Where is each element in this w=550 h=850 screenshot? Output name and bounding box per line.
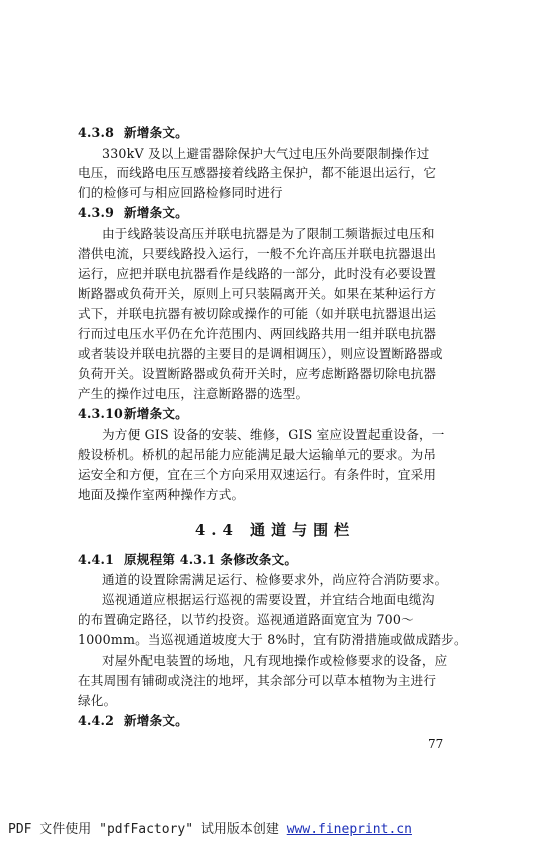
- section-number: 4.3.9: [78, 205, 115, 220]
- footer-link[interactable]: www.fineprint.cn: [286, 822, 412, 837]
- section-label: 新增条文。: [124, 713, 188, 728]
- section-heading-4-4: 4.4 通道与围栏: [194, 521, 356, 539]
- paragraph-line: 们的检修可与相应回路检修同时进行: [78, 185, 283, 200]
- paragraph-line: 在其周围有铺砌或浇注的地坪，其余部分可以草本植物为主进行: [78, 673, 437, 688]
- paragraph-line: 地面及操作室两种操作方式。: [78, 487, 245, 502]
- paragraph-line: 运安全和方便，宜在三个方向采用双速运行。有条件时，宜采用: [78, 467, 437, 482]
- paragraph-line: 负荷开关。设置断路器或负荷开关时，应考虑断路器切除电抗器: [78, 366, 437, 381]
- page-number: 77: [428, 737, 444, 751]
- section-4-3-9: [78, 205, 470, 221]
- pdf-footer: [8, 818, 548, 837]
- paragraph-line: 行而过电压水平仍在允许范围内、两回线路共用一组并联电抗器: [78, 326, 437, 341]
- paragraph-line: 巡视通道应根据运行巡视的需要设置，并宜结合地面电缆沟: [102, 592, 435, 607]
- section-4-3-8: [78, 125, 470, 141]
- section-number: 4.3.8: [78, 125, 115, 140]
- paragraph-line: 1000mm。当巡视通道坡度大于 8%时，宜有防滑措施或做成踏步。: [78, 632, 467, 647]
- paragraph-line: 绿化。: [78, 693, 117, 708]
- paragraph-line: 断路器或负荷开关，原则上可只装隔离开关。如果在某种运行方: [78, 286, 437, 301]
- paragraph-line: 或者装设并联电抗器的主要目的是调相调压），则应设置断路器或: [78, 346, 443, 361]
- paragraph-line: 通道的设置除需满足运行、检修要求外，尚应符合消防要求。: [102, 572, 448, 587]
- section-label: 新增条文。: [124, 406, 188, 421]
- section-label: 新增条文。: [124, 125, 188, 140]
- section-4-3-10: [78, 406, 470, 422]
- paragraph-line: 式下，并联电抗器有被切除或操作的可能（如并联电抗器退出运: [78, 306, 437, 321]
- section-4-4-2: [78, 713, 470, 729]
- paragraph-line: 潜供电流，只要线路投入运行，一般不允许高压并联电抗器退出: [78, 246, 437, 261]
- footer-text: PDF 文件使用 "pdfFactory" 试用版本创建: [8, 822, 287, 837]
- paragraph-line: 的布置确定路径，以节约投资。巡视通道路面宽宜为 700～: [78, 612, 414, 627]
- section-label: 新增条文。: [124, 205, 188, 220]
- paragraph-line: 330kV 及以上避雷器除保护大气过电压外尚要限制操作过: [102, 146, 430, 161]
- section-number: 4.4.2: [78, 713, 115, 728]
- paragraph-line: 为方便 GIS 设备的安装、维修，GIS 室应设置起重设备，一: [102, 427, 445, 442]
- section-number: 4.4.1: [78, 552, 115, 567]
- paragraph-line: 对屋外配电装置的场地，凡有现地操作或检修要求的设备，应: [102, 653, 448, 668]
- paragraph-line: 电压，而线路电压互感器接着线路主保护，都不能退出运行，它: [78, 165, 437, 180]
- section-4-4-1: [78, 552, 470, 568]
- paragraph-line: 产生的操作过电压，注意断路器的选型。: [78, 386, 309, 401]
- section-label: 原规程第 4.3.1 条修改条文。: [124, 552, 298, 567]
- paragraph-line: 由于线路装设高压并联电抗器是为了限制工频谐振过电压和: [102, 226, 435, 241]
- section-number: 4.3.10: [78, 406, 124, 421]
- paragraph-line: 般设桥机。桥机的起吊能力应能满足最大运输单元的要求。为吊: [78, 447, 437, 462]
- paragraph-line: 运行，应把并联电抗器看作是线路的一部分，此时没有必要设置: [78, 266, 437, 281]
